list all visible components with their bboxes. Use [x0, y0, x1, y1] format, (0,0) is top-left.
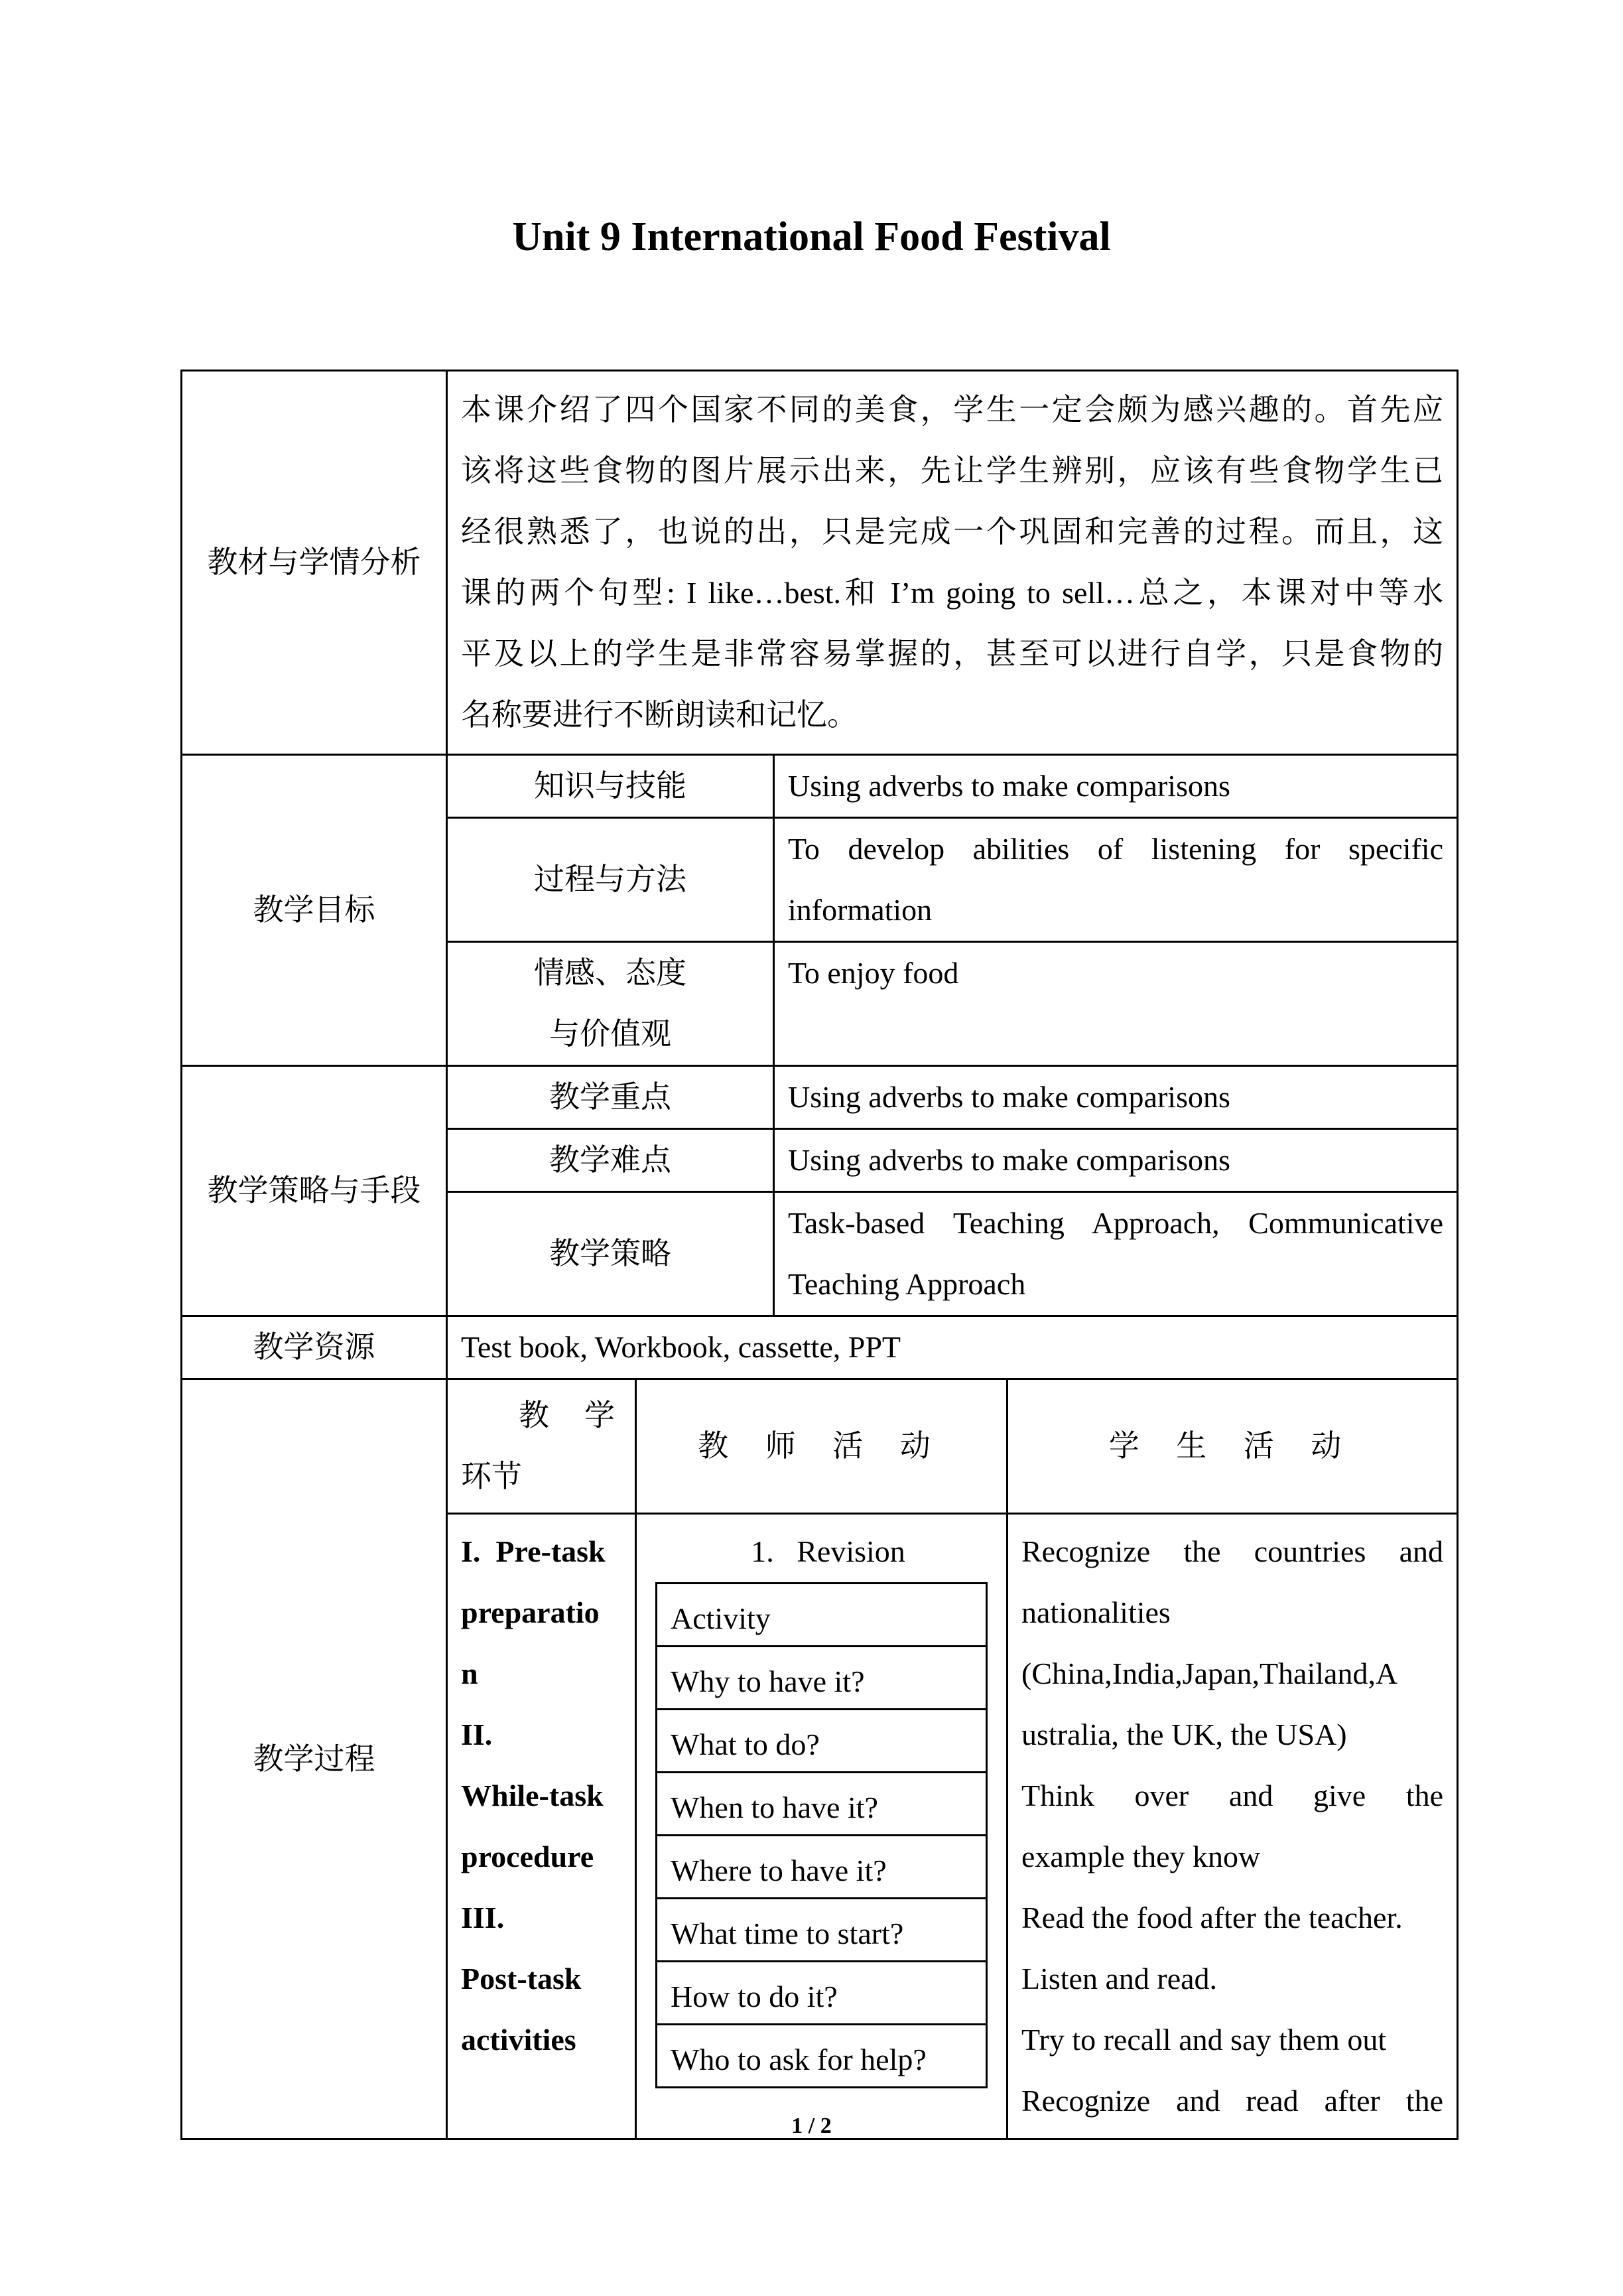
objective-label-line: 与价值观 — [549, 1017, 671, 1051]
activity-row — [657, 2025, 987, 2088]
analysis-line: 该将这些食物的图片展示出来，先让学生辨别，应该有些食物学生已 — [461, 454, 1443, 488]
stage-line: II. — [461, 1718, 493, 1751]
strategy-row — [182, 1066, 1458, 1129]
strategy-item-value: Using adverbs to make comparisons — [774, 1129, 1458, 1192]
objective-value: To enjoy food — [774, 942, 1458, 1066]
activity-row — [657, 1836, 987, 1899]
objective-label-line: 情感、态度 — [534, 956, 686, 990]
activity-cell: Where to have it? — [657, 1836, 987, 1899]
student-line: (China,India,Japan,Thailand,A — [1021, 1656, 1398, 1690]
stage-line: procedure — [461, 1840, 594, 1873]
resources-value: Test book, Workbook, cassette, PPT — [447, 1316, 1458, 1379]
strategy-item-value: Using adverbs to make comparisons — [774, 1066, 1458, 1129]
analysis-line: 课的两个句型: I like…best.和 I’m going to sell…总之，本课对中等水 — [461, 576, 1443, 610]
stage-line: I. Pre-task — [461, 1534, 606, 1568]
student-line: example they know — [1021, 1840, 1261, 1873]
objective-row — [182, 755, 1458, 818]
stage-line: preparatio — [461, 1595, 600, 1629]
process-stages — [447, 1514, 636, 2139]
analysis-line: 平及以上的学生是非常容易掌握的，甚至可以进行自学，只是食物的 — [461, 637, 1443, 671]
stage-header-line: 教 学 — [519, 1398, 621, 1432]
objective-label: 知识与技能 — [447, 755, 774, 818]
objective-label: 过程与方法 — [447, 818, 774, 942]
process-header-student: 学 生 活 动 — [1007, 1379, 1458, 1514]
activity-cell: Why to have it? — [657, 1647, 987, 1710]
process-header-row — [182, 1379, 1458, 1514]
student-line: Recognize and read after the — [1021, 2084, 1443, 2118]
activity-cell: Who to ask for help? — [657, 2025, 987, 2088]
activity-cell: What to do? — [657, 1710, 987, 1773]
strategy-item-value: Task-based Teaching Approach, Communicative Teaching Approach — [774, 1192, 1458, 1316]
student-line: Try to recall and say them out — [1021, 2023, 1387, 2057]
activity-row — [657, 1899, 987, 1962]
resources-row — [182, 1316, 1458, 1379]
activity-row — [657, 1773, 987, 1836]
process-header-stage — [447, 1379, 636, 1514]
objectives-label: 教学目标 — [182, 755, 447, 1066]
strategy-item-label: 教学策略 — [447, 1192, 774, 1316]
student-line: Listen and read. — [1021, 1962, 1218, 1995]
activity-cell: Activity — [657, 1584, 987, 1647]
lesson-plan-table — [180, 370, 1459, 2140]
stage-line: n — [461, 1656, 478, 1690]
student-line: nationalities — [1021, 1595, 1171, 1629]
strategy-label: 教学策略与手段 — [182, 1066, 447, 1316]
process-label: 教学过程 — [182, 1379, 447, 2139]
student-activities — [1007, 1514, 1458, 2139]
student-line: Think over and give the — [1021, 1779, 1443, 1812]
analysis-line: 名称要进行不断朗读和记忆。 — [461, 698, 858, 732]
student-line: ustralia, the UK, the USA) — [1021, 1718, 1347, 1751]
stage-line: While-task — [461, 1779, 604, 1812]
strategy-item-label: 教学重点 — [447, 1066, 774, 1129]
stage-line: activities — [461, 2023, 576, 2057]
activity-cell: How to do it? — [657, 1962, 987, 2025]
analysis-label: 教材与学情分析 — [182, 371, 447, 755]
analysis-line: 经很熟悉了，也说的出，只是完成一个巩固和完善的过程。而且，这 — [461, 515, 1443, 549]
activity-cell: When to have it? — [657, 1773, 987, 1836]
activity-row — [657, 1710, 987, 1773]
strategy-item-label: 教学难点 — [447, 1129, 774, 1192]
revision-heading: 1. Revision — [751, 1534, 905, 1568]
objective-value: Using adverbs to make comparisons — [774, 755, 1458, 818]
stage-header-line: 环节 — [461, 1459, 522, 1493]
page-number: 1 / 2 — [791, 2114, 832, 2138]
objective-value: To develop abilities of listening for specific information — [774, 818, 1458, 942]
activity-row — [657, 1647, 987, 1710]
analysis-row — [182, 371, 1458, 755]
activity-row — [657, 1962, 987, 2025]
process-header-teacher: 教 师 活 动 — [636, 1379, 1007, 1514]
activity-table — [655, 1582, 988, 2088]
stage-line: Post-task — [461, 1962, 582, 1995]
analysis-line: 本课介绍了四个国家不同的美食，学生一定会颇为感兴趣的。首先应 — [461, 393, 1443, 427]
objective-label — [447, 942, 774, 1066]
activity-row — [657, 1584, 987, 1647]
student-line: Recognize the countries and — [1021, 1534, 1443, 1568]
resources-label: 教学资源 — [182, 1316, 447, 1379]
analysis-content — [447, 371, 1458, 755]
activity-cell: What time to start? — [657, 1899, 987, 1962]
student-line: Read the food after the teacher. — [1021, 1901, 1403, 1934]
document-title: Unit 9 International Food Festival — [512, 214, 1111, 259]
stage-line: III. — [461, 1901, 505, 1934]
teacher-activities — [636, 1514, 1007, 2139]
